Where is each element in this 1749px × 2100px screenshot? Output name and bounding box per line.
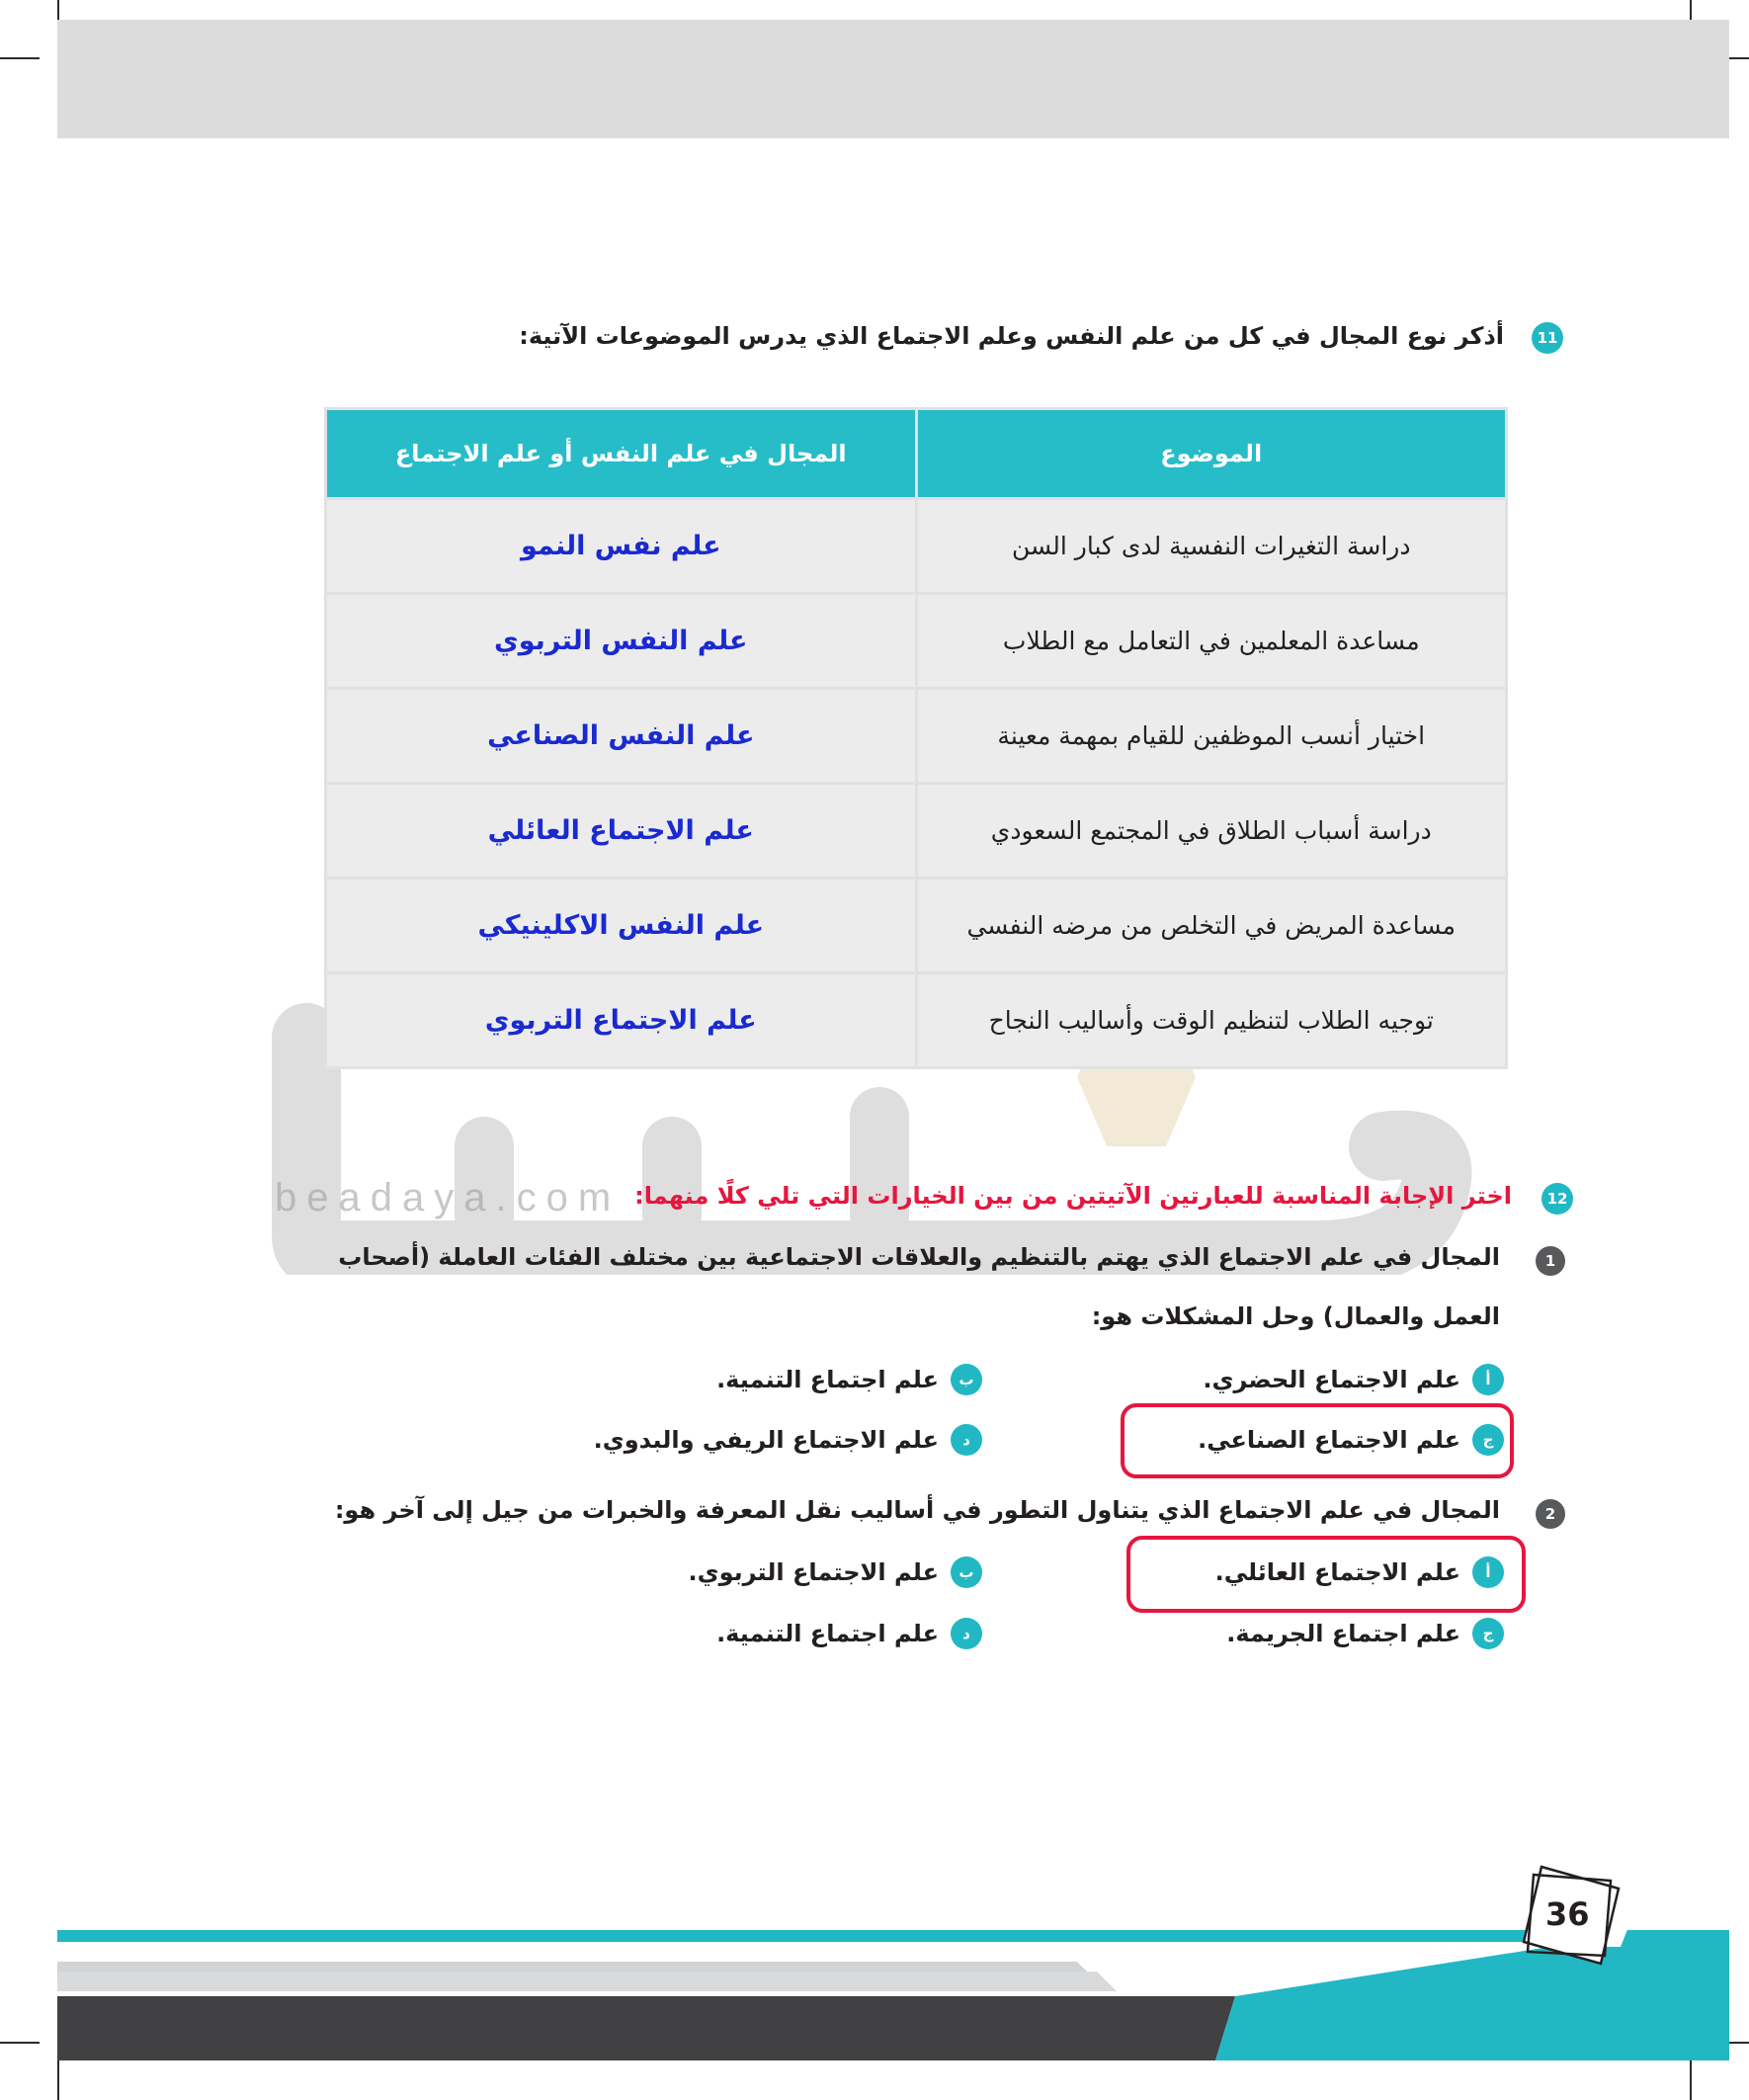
answer-cell: علم الاجتماع التربوي	[327, 974, 915, 1066]
topic-cell: توجيه الطلاب لتنظيم الوقت وأساليب النجاح	[918, 974, 1506, 1066]
topic-cell: دراسة أسباب الطلاق في المجتمع السعودي	[918, 785, 1506, 877]
item-1-option-d[interactable]	[594, 1424, 982, 1456]
question-11-number: 11	[1532, 322, 1563, 354]
item-1-line1: المجال في علم الاجتماع الذي يهتم بالتنظيم والعلاقات الاجتماعية بين مختلف الفئات العاملة (أصحاب	[338, 1243, 1500, 1271]
item-1-option-b[interactable]	[716, 1364, 982, 1395]
option-letter-badge: ج	[1472, 1618, 1504, 1649]
table-row	[327, 785, 1505, 877]
option-letter-badge: ج	[1472, 1424, 1504, 1456]
option-text: علم الاجتماع الصناعي.	[1198, 1426, 1460, 1454]
question-12-text: اختر الإجابة المناسبة للعبارتين الآتيتين من بين الخيارات التي تلي كلًا منهما:	[634, 1182, 1512, 1210]
topic-cell: اختيار أنسب الموظفين للقيام بمهمة معينة	[918, 690, 1506, 782]
watermark-site: beadaya.com	[275, 1176, 622, 1219]
header-band	[57, 20, 1729, 138]
selected-answer-highlight	[1126, 1536, 1526, 1613]
option-letter-badge: أ	[1472, 1364, 1504, 1395]
answer-cell: علم الاجتماع العائلي	[327, 785, 915, 877]
fields-table	[324, 407, 1508, 1069]
option-text: علم الاجتماع الريفي والبدوي.	[593, 1426, 939, 1454]
item-2-option-c[interactable]	[1226, 1618, 1504, 1649]
item-1-option-a[interactable]	[1203, 1364, 1504, 1395]
table-row	[327, 690, 1505, 782]
option-letter-badge: ب	[951, 1364, 982, 1395]
table-header-row	[327, 410, 1505, 497]
table-row	[327, 880, 1505, 971]
item-2-option-d[interactable]	[716, 1618, 982, 1649]
option-letter-badge: د	[951, 1424, 982, 1456]
answer-cell: علم النفس التربوي	[327, 595, 915, 687]
header-field: المجال في علم النفس أو علم الاجتماع	[327, 410, 915, 497]
option-text: علم اجتماع الجريمة.	[1226, 1620, 1460, 1647]
table-row	[327, 595, 1505, 687]
option-text: علم اجتماع التنمية.	[716, 1620, 939, 1647]
question-12-number: 12	[1541, 1183, 1573, 1215]
answer-cell: علم النفس الصناعي	[327, 690, 915, 782]
topic-cell: مساعدة المريض في التخلص من مرضه النفسي	[918, 880, 1506, 971]
page-number: 36	[1545, 1895, 1590, 1933]
item-2-number: 2	[1536, 1499, 1565, 1529]
option-text: علم الاجتماع الحضري.	[1203, 1366, 1460, 1393]
item-1-number: 1	[1536, 1246, 1565, 1276]
option-text: علم الاجتماع العائلي.	[1214, 1558, 1460, 1586]
item-1-line2: العمل والعمال) وحل المشكلات هو:	[1091, 1302, 1500, 1330]
header-topic: الموضوع	[918, 410, 1506, 497]
answer-cell: علم النفس الاكلينيكي	[327, 880, 915, 971]
option-letter-badge: أ	[1472, 1556, 1504, 1588]
item-2-option-b[interactable]	[688, 1556, 982, 1588]
option-letter-badge: ب	[951, 1556, 982, 1588]
table-row	[327, 500, 1505, 592]
option-text: علم الاجتماع التربوي.	[688, 1558, 939, 1586]
item-2-line1: المجال في علم الاجتماع الذي يتناول التطور في أساليب نقل المعرفة والخبرات من جيل إلى آخر هو:	[334, 1496, 1500, 1524]
question-11-text: أذكر نوع المجال في كل من علم النفس وعلم الاجتماع الذي يدرس الموضوعات الآتية:	[519, 322, 1504, 350]
footer-graphic	[0, 1922, 1749, 2100]
option-letter-badge: د	[951, 1618, 982, 1649]
crop-mark	[0, 57, 40, 59]
topic-cell: مساعدة المعلمين في التعامل مع الطلاب	[918, 595, 1506, 687]
topic-cell: دراسة التغيرات النفسية لدى كبار السن	[918, 500, 1506, 592]
table-row	[327, 974, 1505, 1066]
answer-cell: علم نفس النمو	[327, 500, 915, 592]
selected-answer-highlight	[1121, 1403, 1514, 1478]
option-text: علم اجتماع التنمية.	[716, 1366, 939, 1393]
